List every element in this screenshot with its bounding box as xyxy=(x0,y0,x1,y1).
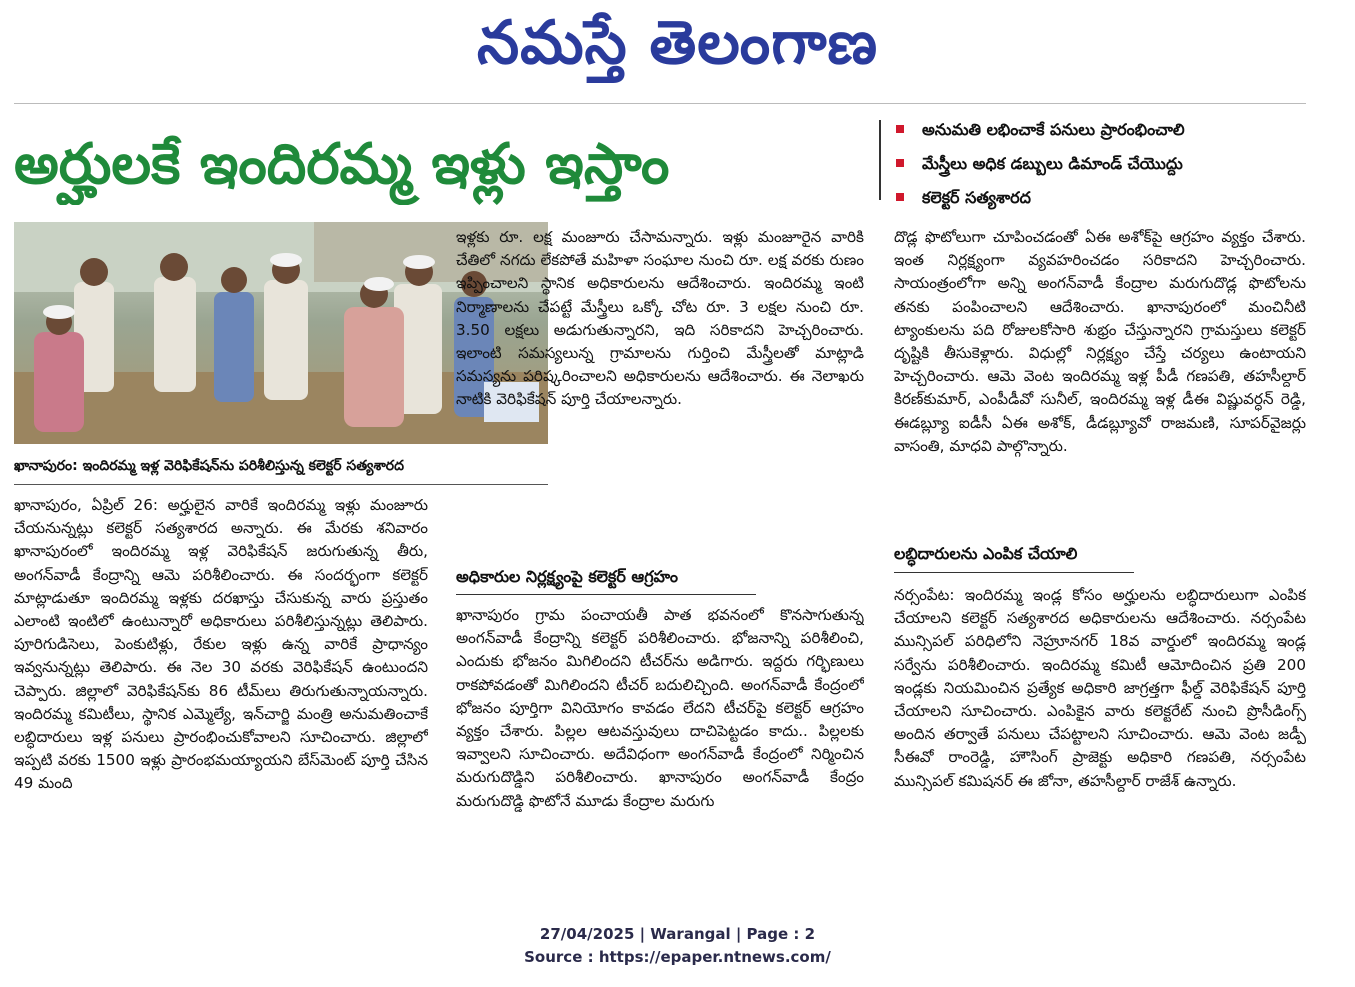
highlight-item: మేస్త్రీలు అధిక డబ్బులు డిమాండ్ చేయొద్దు xyxy=(892,150,1312,184)
highlight-item: కలెక్టర్ సత్యశారద xyxy=(892,184,1312,218)
article-column-3-top: దొడ్ల ఫొటోలుగా చూపించడంతో ఏఈ అశోక్‌పై ఆగ్రహం వ్యక్తం చేశారు. ఇంత నిర్లక్ష్యంగా వ్యవహరించడం సరికాదని హెచ్చరించారు. సాయంత్రంలోగా అన్ని అంగన్‌వాడీ కేంద్రాల మరుగుదొడ్ల ఫొటోలను తనకు పంపించాలని ఆదేశించారు. ఖానాపురంలో మంచినీటి ట్యాంకులను పది రోజులకోసారి శుభ్రం చేస్తున్నారని గ్రామస్తులు కలెక్టర్ దృష్టికి తీసుకెళ్లారు. విధుల్లో నిర్లక్ష్యం చేస్తే చర్యలు ఉంటాయని హెచ్చరించారు. ఆమె వెంట ఇందిరమ్మ ఇళ్ల పీడీ గణపతి, తహసీల్దార్ కిరణ్‌కుమార్, ఎంపీడీవో సునీల్, ఇందిరమ్మ ఇళ్ల డీఈ విష్ణువర్ధన్ రెడ్డి, ఈడబ్ల్యూ ఐడీసీ ఏఈ అశోక్, డీడబ్ల్యూవో రాజమణి, సూపర్‌వైజర్లు వాసంతి, మాధవి పాల్గొన్నారు. xyxy=(894,228,1306,455)
highlight-list xyxy=(892,116,1312,218)
subhead-underline xyxy=(456,594,756,595)
highlight-item: అనుమతి లభించాకే పనులు ప్రారంభించాలి xyxy=(892,116,1312,150)
article-column-3-bottom: నర్సంపేట: ఇందిరమ్మ ఇండ్ల కోసం అర్హులను లబ్ధిదారులుగా ఎంపిక చేయాలని కలెక్టర్ సత్యశారద అధికారులను ఆదేశించారు. నర్సంపేట మున్సిపల్ పరిధిలోని నెహ్రూనగర్ 18వ వార్డులో ఇందిరమ్మ ఇండ్ల సర్వేను పరిశీలించారు. ఇందిరమ్మ కమిటీ ఆమోదించిన ప్రతి 200 ఇండ్లకు నియమించిన ప్రత్యేక అధికారి జాగ్రత్తగా ఫీల్డ్ వెరిఫికేషన్ పూర్తి చేయాలని సూచించారు. ఎంపికైన వారు కలెక్టరేట్ నుంచి ప్రొసీడింగ్స్ అందిన తర్వాతే పనులు చేపట్టాలని సూచించారు. ఆమె వెంట జడ్పీ సీఈవో రాంరెడ్డి, హౌసింగ్ ప్రాజెక్టు అధికారి గణపతి, నర్సంపేట మున్సిపల్ కమిషనర్ ఈ జోనా, తహసీల్దార్ రాజేశ్ ఉన్నారు. xyxy=(894,586,1306,790)
headline-separator xyxy=(879,120,881,200)
article-column-1: ఖానాపురం, ఏప్రిల్ 26: అర్హులైన వారికే ఇందిరమ్మ ఇళ్లు మంజూరు చేయనున్నట్లు కలెక్టర్ సత్యశారద అన్నారు. ఈ మేరకు శనివారం ఖానాపురంలో ఇందిరమ్మ ఇళ్ల వెరిఫికేషన్ జరుగుతున్న తీరు, అంగన్‌వాడీ కేంద్రాన్ని ఆమె పరిశీలించారు. ఈ సందర్భంగా కలెక్టర్ మాట్లాడుతూ ఇందిరమ్మ ఇళ్లకు దరఖాస్తు చేసుకున్న వారు ప్రస్తుతం ఎలాంటి ఇంటిలో ఉంటున్నారో అధికారులు పరిశీలిస్తున్నట్లు తెలిపారు. పూరిగుడిసెలు, పెంకుటిళ్లు, రేకుల ఇళ్లు ఉన్న వారికే ప్రాధాన్యం ఇవ్వనున్నట్లు తెలిపారు. ఈ నెల 30 వరకు వెరిఫికేషన్ ఉంటుందని చెప్పారు. జిల్లాలో వెరిఫికేషన్‌కు 86 టీమ్‌లు తిరుగుతున్నాయన్నారు. ఇందిరమ్మ కమిటీలు, స్థానిక ఎమ్మెల్యే, ఇన్‌చార్జి మంత్రి అనుమతించాకే లబ్ధిదారులు ఇళ్ల పనులు ప్రారంభించుకోవాలని సూచించారు. జిల్లాలో ఇప్పటి వరకు 1500 ఇళ్లు ప్రారంభమయ్యాయని బేస్‌మెంట్ పూర్తి చేసిన 49 మంది xyxy=(14,496,428,793)
subhead-beneficiary-selection: లబ్ధిదారులను ఎంపిక చేయాలి xyxy=(894,544,1078,563)
footer-dateline: 27/04/2025 | Warangal | Page : 2 xyxy=(539,925,816,943)
subhead-underline xyxy=(894,572,1134,573)
article-column-2-bottom: ఖానాపురం గ్రామ పంచాయతీ పాత భవనంలో కొనసాగుతున్న అంగన్‌వాడీ కేంద్రాన్ని కలెక్టర్ పరిశీలించారు. భోజనాన్ని పరిశీలించి, ఎందుకు భోజనం మిగిలిందని టీచర్‌ను అడిగారు. ఇద్దరు గర్భిణులు రాకపోవడంతో మిగిలిందని టీచర్ బదులిచ్చింది. అంగన్‌వాడీ కేంద్రంలో భోజనం పూర్తిగా వినియోగం కావడం లేదని టీచర్‌పై కలెక్టర్ ఆగ్రహం వ్యక్తం చేశారు. పిల్లల ఆటవస్తువులు దాచిపెట్టడం కాదు.. పిల్లలకు ఇవ్వాలని సూచించారు. అదేవిధంగా అంగన్‌వాడీ కేంద్రంలో నిర్మించిన మరుగుదొడ్డిని పరిశీలించారు. ఖానాపురం అంగన్‌వాడీ కేంద్రం మరుగుదొడ్డి ఫొటోనే మూడు కేంద్రాల మరుగు xyxy=(456,606,864,810)
masthead-divider xyxy=(14,103,1306,104)
subhead-officials-negligence: అధికారుల నిర్లక్ష్యంపై కలెక్టర్ ఆగ్రహం xyxy=(456,567,678,586)
article-column-2-top: ఇళ్లకు రూ. లక్ష మంజూరు చేసామన్నారు. ఇళ్లు మంజూరైన వారికి చేతిలో నగదు లేకపోతే మహిళా సంఘాల నుంచి రూ. లక్ష వరకు రుణం ఇప్పించాలని స్థానిక అధికారులను ఆదేశించారు. ఇందిరమ్మ ఇంటి నిర్మాణాలను చేపట్టే మేస్త్రీలు ఒక్కో చోట రూ. 3 లక్షల నుంచి రూ. 3.50 లక్షలు అడుగుతున్నారని, ఇది సరికాదని హెచ్చరించారు. ఇలాంటి సమస్యలున్న గ్రామాలను గుర్తించి మేస్త్రీలతో మాట్లాడి సమస్యను పరిష్కరించాలని అధికారులను ఆదేశించారు. ఈ నెలాఖరు నాటికి వెరిఫికేషన్ పూర్తి చేయాలన్నారు. xyxy=(456,228,864,409)
photo-caption: ఖానాపురం: ఇందిరమ్మ ఇళ్ల వెరిఫికేషన్‌ను పరిశీలిస్తున్న కలెక్టర్ సత్యశారద xyxy=(14,458,404,474)
masthead-logo: నమస్తే తెలంగాణ xyxy=(476,8,879,78)
headline: అర్హులకే ఇందిరమ్మ ఇళ్లు ఇస్తాం xyxy=(14,132,670,197)
footer-source: Source : https://epaper.ntnews.com/ xyxy=(524,948,831,966)
